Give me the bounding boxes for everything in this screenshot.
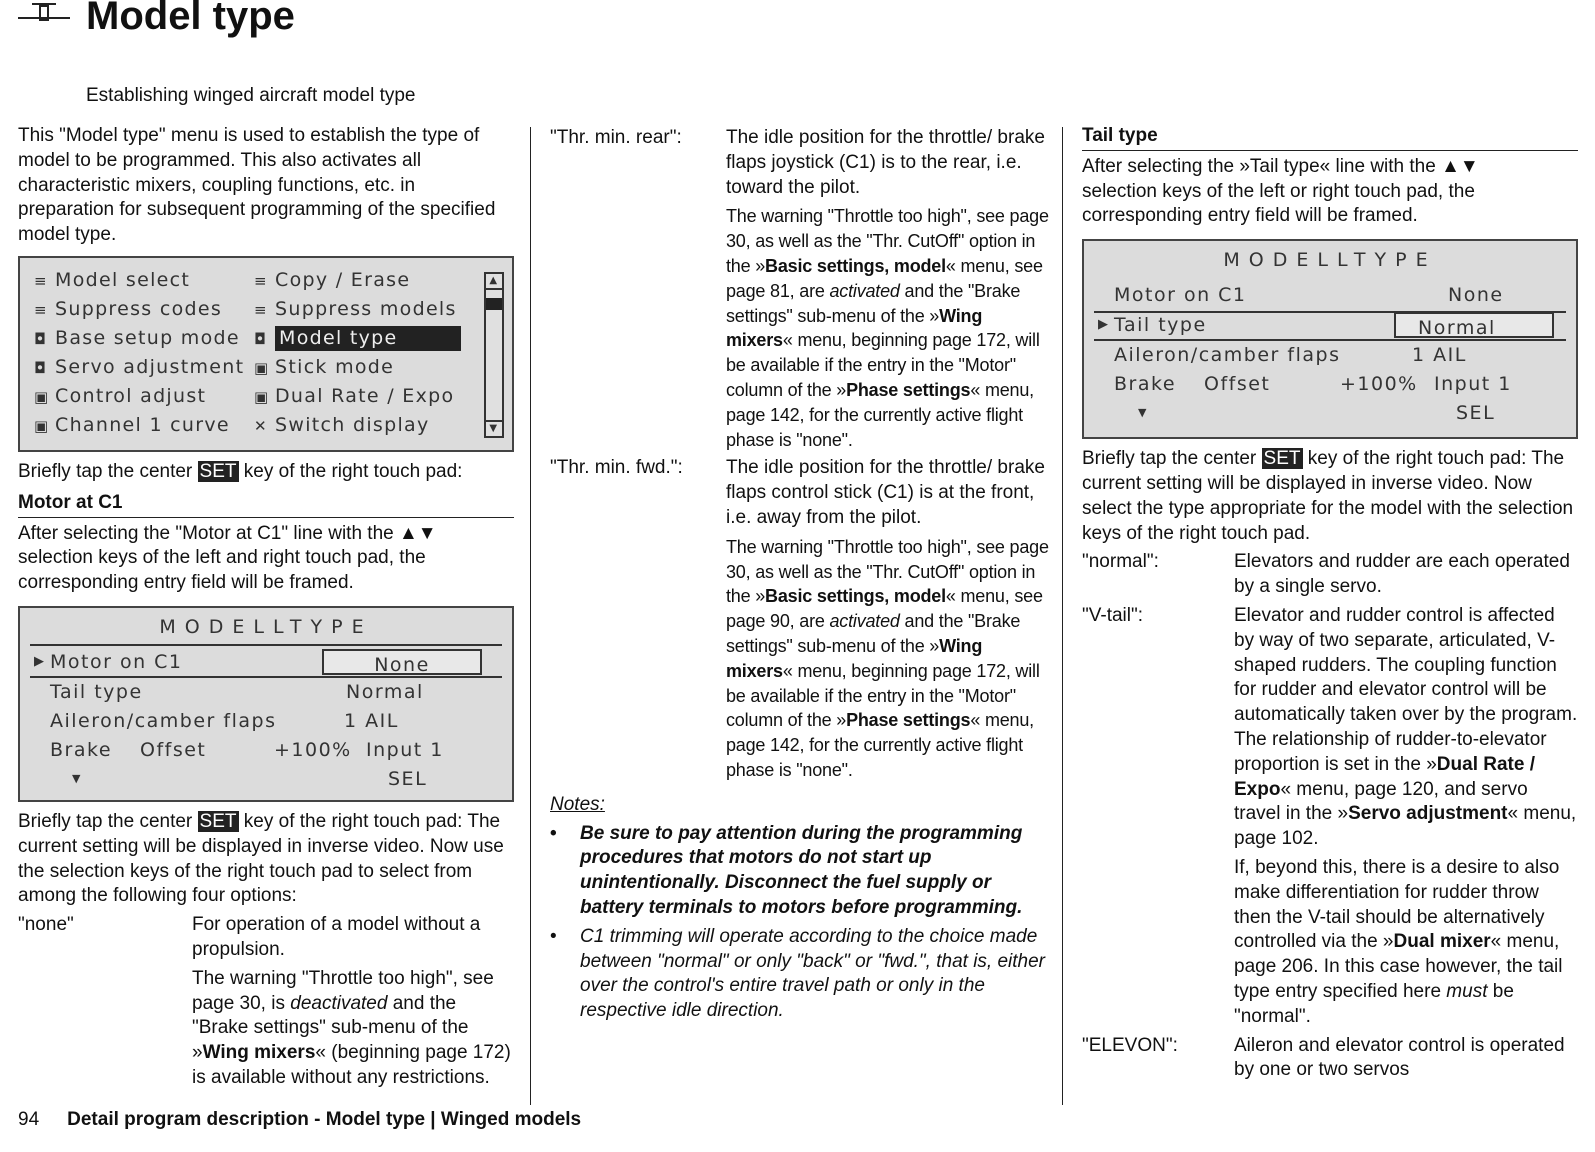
section-heading-motor: Motor at C1 bbox=[18, 491, 514, 518]
lcd-row-aileron[interactable]: Aileron/camber flaps 1 AIL bbox=[50, 709, 399, 732]
scroll-down-icon[interactable]: ▼ bbox=[486, 420, 502, 436]
option-normal: "normal": Elevators and rudder are each operated by a single servo. bbox=[1082, 551, 1570, 598]
menu-item-switch-display[interactable]: ✕ Switch display bbox=[254, 413, 430, 439]
camera-icon: ◘ bbox=[254, 329, 268, 348]
menu-item-suppress-models[interactable]: ≡ Suppress models bbox=[254, 297, 457, 323]
menu-item-model-select[interactable]: ≡ Model select bbox=[34, 268, 190, 294]
lcd-row-motor[interactable]: Motor on C1 None bbox=[1114, 284, 1504, 307]
page-subtitle: Establishing winged aircraft model type bbox=[86, 85, 416, 106]
list-icon: ≡ bbox=[254, 271, 268, 290]
tail-value-field[interactable]: Normal bbox=[1394, 312, 1554, 338]
chevron-down-icon: ▼ bbox=[72, 771, 82, 785]
menu-item-servo-adjustment[interactable]: ◘ Servo adjustment bbox=[34, 355, 244, 381]
note-2: • C1 trimming will operate according to the choice made between "normal" or only "back" or "fwd.", that is, either over the control's entire travel path or only in the respective idle direction. bbox=[550, 925, 1046, 1022]
list-icon: ≡ bbox=[34, 271, 48, 290]
menu-screen bbox=[18, 256, 514, 452]
tail-paragraph: After selecting the »Tail type« line with the ▲▼ selection keys of the left or right touch pad, the corresponding entry field will be framed. bbox=[1082, 155, 1479, 227]
menu-item-channel-curve[interactable]: ▣ Channel 1 curve bbox=[34, 413, 230, 439]
lcd-row-tail[interactable]: Tail type Normal bbox=[50, 680, 424, 703]
cursor-icon: ▶ bbox=[34, 653, 46, 669]
section-heading-tail: Tail type bbox=[1082, 124, 1578, 151]
page-footer bbox=[18, 1108, 581, 1133]
menu-item-base-setup[interactable]: ◘ Base setup mode bbox=[34, 326, 240, 352]
sel-softkey[interactable]: SEL bbox=[1456, 402, 1496, 425]
tap-instruction-2: Briefly tap the center SET key of the right touch pad: The current setting will be displayed in inverse video. Now use the selection keys of the right touch pad to select from among the following four options: bbox=[18, 810, 504, 907]
column-2 bbox=[550, 124, 1050, 1024]
column-divider bbox=[530, 127, 531, 1105]
intro-paragraph: This "Model type" menu is used to establish the type of model to be programmed. This also activates all characteristic mixers, coupling functions, etc. in preparation for subsequent programming of the specified model type. bbox=[18, 125, 496, 246]
tap-instruction-3: Briefly tap the center SET key of the right touch pad: The current setting will be displayed in inverse video. Now select the type appropriate for the model with the selection keys of the right touch pad. bbox=[1082, 448, 1574, 544]
menu-item-control-adjust[interactable]: ▣ Control adjust bbox=[34, 384, 206, 410]
scroll-thumb[interactable] bbox=[486, 298, 502, 310]
lcd-row-brake[interactable]: Brake Offset +100% Input 1 bbox=[1114, 373, 1512, 396]
chevron-down-icon: ▼ bbox=[1138, 406, 1148, 420]
menu-item-dual-rate[interactable]: ▣ Dual Rate / Expo bbox=[254, 384, 454, 410]
list-icon: ≡ bbox=[254, 300, 268, 319]
note-1: • Be sure to pay attention during the programming procedures that motors do not start up unintentionally. Disconnect the fuel supply or battery terminals to motors before programming. bbox=[550, 822, 1023, 918]
cursor-icon: ▶ bbox=[1098, 317, 1110, 333]
modeltype-screen-tail: MODELLTYPE Motor on C1 None ▶ Tail type Normal Aileron/camber flaps 1 AIL Brake Offset +100% Input 1 ▼ SEL bbox=[1082, 239, 1578, 439]
scroll-up-icon[interactable]: ▲ bbox=[486, 274, 502, 290]
footer-text: Detail program description - Model type | Winged models bbox=[67, 1109, 582, 1130]
panel-icon: ▣ bbox=[254, 358, 270, 377]
camera-icon: ◘ bbox=[34, 358, 48, 377]
switch-icon: ✕ bbox=[254, 416, 268, 435]
modeltype-screen-motor: MODELLTYPE ▶ Motor on C1 None Tail type Normal Aileron/camber flaps 1 AIL Brake Offset +100% Input 1 ▼ SEL bbox=[18, 606, 514, 802]
set-key-label: SET bbox=[199, 810, 237, 832]
option-v-tail: "V-tail": Elevator and rudder control is affected by way of two separate, articulated, V-shaped rudders. The coupling function for rudder and elevator control will be automatically taken over by the program. The relationship of rudder-to-elevator proportion is set in the »Dual Rate / Expo« menu, page 120, and servo travel in the »Servo adjustment« menu, page 102. If, beyond this, there is a desire to also make differentiation for rudder throw then the V-tail should be alternatively controlled via the »Dual mixer« menu, page 206. In this case however, the tail type entry specified here must be "normal". bbox=[1082, 604, 1578, 1027]
column-divider bbox=[1062, 127, 1063, 1105]
lcd-row-brake[interactable]: Brake Offset +100% Input 1 bbox=[50, 738, 444, 761]
set-key-label: SET bbox=[199, 460, 237, 482]
panel-icon: ▣ bbox=[254, 387, 270, 406]
column-3 bbox=[1082, 124, 1578, 1083]
option-none: "none" For operation of a model without a propulsion. The warning "Throttle too high", see page 30, is deactivated and the "Brake settings" sub-menu of the »Wing mixers« (beginning page 172) is available without any restrictions. bbox=[18, 914, 511, 1088]
tap-instruction: Briefly tap the center SET key of the right touch pad: bbox=[18, 460, 463, 482]
column-1 bbox=[18, 124, 514, 1091]
lcd-row-tail[interactable]: ▶ Tail type Normal bbox=[1084, 311, 1576, 339]
option-elevon: "ELEVON": Aileron and elevator control is operated by one or two servos bbox=[1082, 1034, 1565, 1081]
option-thr-min-fwd: "Thr. min. fwd.": The idle position for the throttle/ brake flaps control stick (C1) is at the front, i.e. away from the pilot. The warning "Throttle too high", see page 30, as well as the "Thr. CutOff" option in the »Basic settings, model« menu, see page 90, are activated and the "Brake settings" sub-menu of the »Wing mixers« menu, beginning page 172, will be available if the entry in the "Motor" column of the »Phase settings« menu, page 142, for the currently active flight phase is "none". bbox=[550, 457, 1049, 780]
menu-item-model-type[interactable]: ◘ Model type bbox=[254, 326, 461, 352]
menu-item-suppress-codes[interactable]: ≡ Suppress codes bbox=[34, 297, 222, 323]
panel-icon: ▣ bbox=[34, 387, 50, 406]
lcd-row-aileron[interactable]: Aileron/camber flaps 1 AIL bbox=[1114, 344, 1467, 367]
option-thr-min-rear: "Thr. min. rear": The idle position for the throttle/ brake flaps joystick (C1) is to the rear, i.e. toward the pilot. The warning "Throttle too high", see page 30, as well as the "Thr. CutOff" option in the »Basic settings, model« menu, see page 81, are activated and the "Brake settings" sub-menu of the »Wing mixers« menu, beginning page 172, will be available if the entry in the "Motor" column of the »Phase settings« menu, page 142, for the currently active flight phase is "none". bbox=[550, 127, 1049, 450]
camera-icon: ◘ bbox=[34, 329, 48, 348]
sel-softkey[interactable]: SEL bbox=[388, 767, 428, 790]
page-number: 94 bbox=[18, 1109, 40, 1130]
airplane-icon bbox=[18, 0, 70, 26]
page-title: Model type bbox=[86, 0, 295, 38]
motor-value-field[interactable]: None bbox=[322, 649, 482, 675]
notes-heading: Notes: bbox=[550, 793, 605, 815]
motor-paragraph: After selecting the "Motor at C1" line with the ▲▼ selection keys of the left and right touch pad, the corresponding entry field will be framed. bbox=[18, 522, 437, 594]
list-icon: ≡ bbox=[34, 300, 48, 319]
menu-item-stick-mode[interactable]: ▣ Stick mode bbox=[254, 355, 394, 381]
scrollbar[interactable] bbox=[484, 272, 504, 438]
menu-item-copy-erase[interactable]: ≡ Copy / Erase bbox=[254, 268, 410, 294]
set-key-label: SET bbox=[1263, 448, 1301, 470]
lcd-row-motor[interactable]: ▶ Motor on C1 None bbox=[20, 648, 512, 676]
panel-icon: ▣ bbox=[34, 416, 50, 435]
